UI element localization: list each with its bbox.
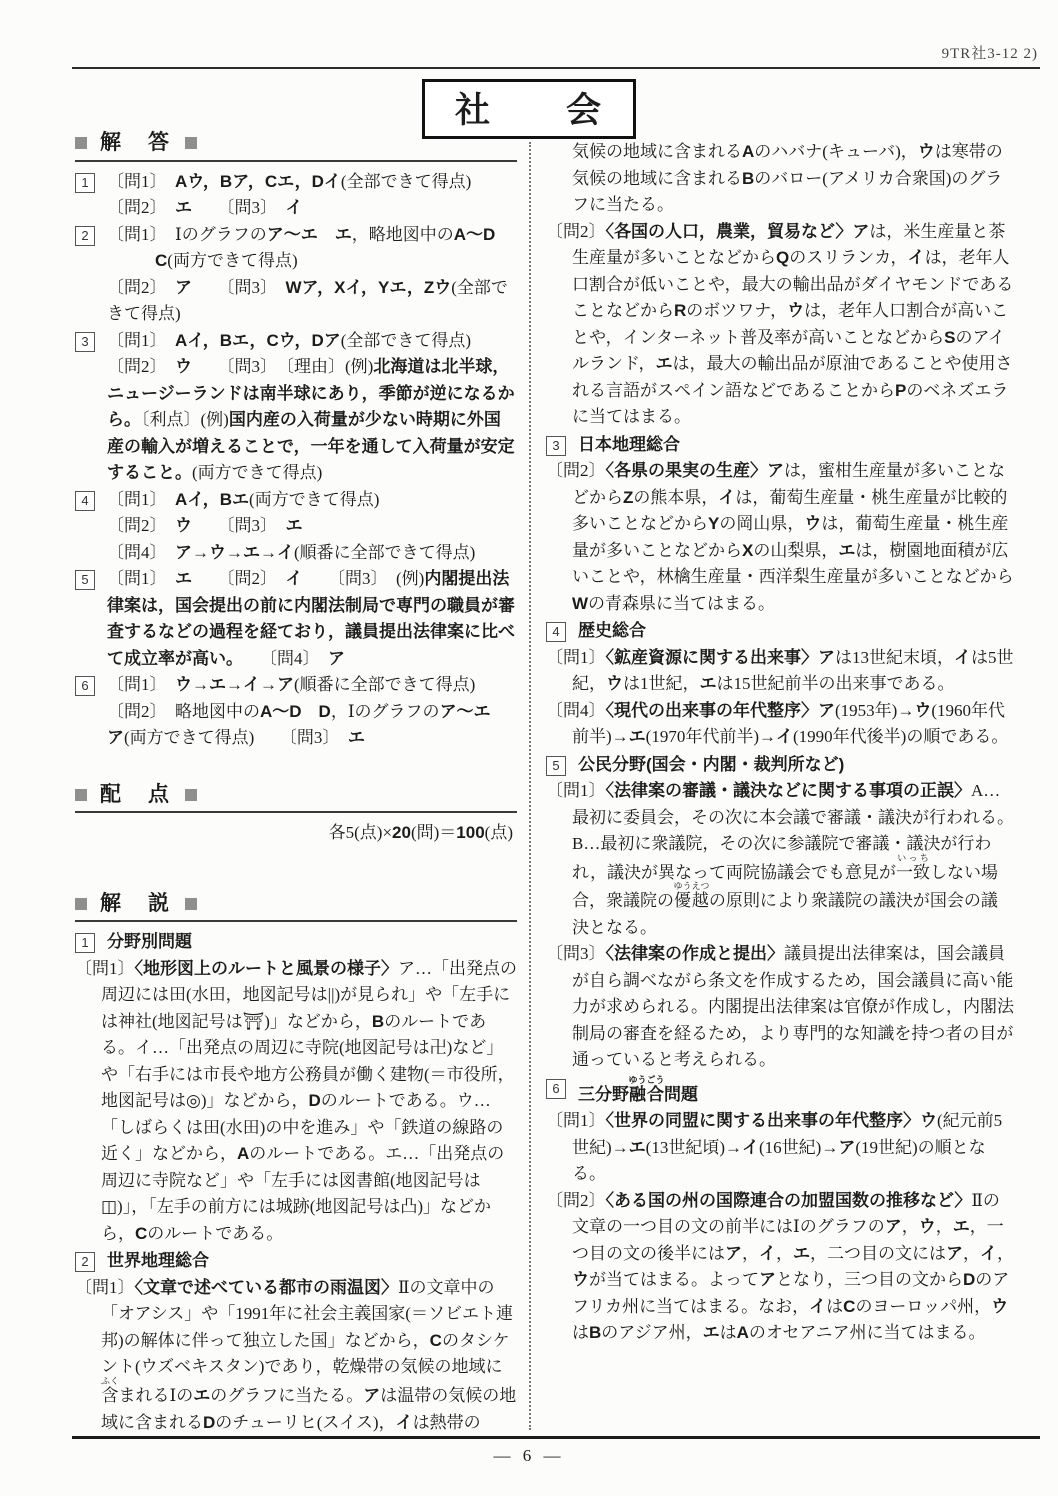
answer-line: 〔問2〕 ウ 〔問3〕 エ: [107, 516, 303, 535]
answer-body: [107, 328, 517, 487]
answer-line: 〔問1〕 Ⅰのグラフのア〜エ エ，略地図中のA〜D: [107, 224, 496, 244]
square-bullet-icon: [185, 898, 197, 910]
explanation-paragraph: 〔問4〕〈現代の出来事の年代整序〉ア(1953年)→ウ(1960年代前半)→エ(1970年代前半)→イ(1990年代後半)の順である。: [546, 700, 1009, 746]
points-section-heading: [75, 782, 517, 814]
explanation-section-4: [546, 618, 1014, 645]
answer-line: 〔問1〕 Aウ，Bア，Cエ，Dイ(全部できて得点): [107, 171, 472, 191]
points-heading-label: 配 点: [100, 782, 172, 806]
answer-line: 〔問2〕 エ 〔問3〕 イ: [107, 198, 303, 217]
answer-line: 〔問1〕 ウ→エ→イ→ア(順番に全部できて得点): [107, 675, 476, 694]
explanation-paragraph-continuation: 気候の地域に含まれるAのハバナ(キューバ)，ウは寒帯の気候の地域に含まれるBのバロー(アメリカ合衆国)のグラフに当たる。: [572, 142, 1003, 214]
answer-body: [107, 222, 517, 328]
footer-rule: [72, 1436, 1040, 1439]
page-title: 社 会: [422, 79, 636, 139]
answer-line: 〔問2〕 ウ 〔問3〕 〔理由〕(例)北海道は北半球，ニュージーランドは南半球にあり，季節が逆になるから。〔利点〕(例)国内産の入荷量が少ない時期に外国産の輸入が増えることで，一年を通して入荷量が安定すること。(両方できて得点): [107, 357, 515, 482]
answer-line: 〔問1〕 Aイ，Bエ，Cウ，Dア(全部できて得点): [107, 330, 472, 350]
square-bullet-icon: [185, 137, 197, 149]
answer-line: C(両方できて得点): [155, 251, 298, 270]
explanation-paragraph: 〔問1〕〈法律案の審議・議決などに関する事項の正誤〉A…最初に委員会，その次に本会議で審議・議決が行われる。B…最初に衆議院，その次に参議院で審議・議決が行われ，議決が異なって両院協議会でも意見が一致いっちしない場合，衆議院の優越ゆうえつの原則により衆議院の議決が国会の議決となる。: [546, 781, 1014, 937]
answer-line: 〔問2〕 ア 〔問3〕 Wア，Xイ，Yエ，Zウ(全部できて得点): [107, 277, 508, 323]
answer-line: 〔問1〕 Aイ，Bエ(両方できて得点): [107, 489, 380, 509]
section-title: 公民分野(国会・内閣・裁判所など): [578, 754, 845, 774]
explanation-section-5: [546, 752, 1014, 779]
doc-code: 9TR社3-12 2): [941, 46, 1038, 62]
section-title: 日本地理総合: [578, 434, 680, 454]
question-number-box: 4: [546, 622, 566, 642]
square-bullet-icon: [75, 898, 87, 910]
page-number: — 6 —: [493, 1446, 565, 1465]
explanation-section-3: [546, 432, 1014, 459]
explanation-section-6: [546, 1075, 1014, 1109]
explanation-section-1: [75, 929, 517, 956]
answer-item-2: [75, 222, 517, 328]
explanation-paragraph: 〔問2〕〈ある国の州の国際連合の加盟国数の推移など〉Ⅱの文章の一つ目の文の前半にはⅠのグラフのア，ウ，エ，一つ目の文の後半にはア，イ，エ，二つ目の文にはア，イ，ウが当てはまる。よってアとなり，三つ目の文からDのアフリカ州に当てはまる。なお，イはCのヨーロッパ州，ウはBのアジア州，エはAのオセアニア州に当てはまる。: [546, 1190, 1014, 1342]
right-column: [546, 139, 1014, 1347]
answer-item-4: [75, 487, 517, 567]
answers-heading-label: 解 答: [100, 131, 172, 154]
answer-item-1: [75, 169, 517, 222]
answer-body: [107, 672, 517, 752]
question-number-box: 6: [75, 676, 95, 696]
explanations-heading-label: 解 説: [100, 891, 172, 915]
question-number-box: 3: [75, 332, 95, 352]
square-bullet-icon: [75, 789, 87, 801]
answer-line: ア(両方できて得点) 〔問3〕 エ: [107, 728, 365, 747]
answer-item-3: [75, 328, 517, 487]
section-title: 分野別問題: [107, 932, 192, 951]
answers-section-heading: [75, 130, 517, 162]
square-bullet-icon: [185, 789, 197, 801]
explanation-paragraph: 〔問1〕〈地形図上のルートと風景の様子〉ア…「出発点の周辺には田(水田，地図記号は||)が見られ」や「左手には神社(地図記号は⛩)」などから，Bのルートである。イ…「出発点の周辺に寺院(地図記号は卍)など」や「右手には市長や地方公務員が働く建物(＝市役所，地図記号は◎)」などから，Dのルートである。ウ…「しばらくは田(水田)の中を進み」や「鉄道の線路の近く」などから，Aのルートである。エ…「出発点の周辺に寺院など」や「左手には図書館(地図記号は◫)」，「左手の前方には城跡(地図記号は凸)」などから，Cのルートである。: [75, 958, 517, 1243]
question-number-box: 5: [546, 756, 566, 776]
question-number-box: 1: [75, 933, 95, 953]
section-title: 世界地理総合: [107, 1251, 209, 1270]
points-formula: 各5(点)×20(問)＝100(点): [328, 823, 513, 842]
answer-body: [107, 169, 517, 222]
answer-item-5: [75, 566, 517, 672]
question-number-box: 4: [75, 491, 95, 511]
section-title: 三分野融合ゆうごう問題: [578, 1074, 699, 1104]
column-divider: [529, 142, 531, 1430]
square-bullet-icon: [75, 137, 87, 149]
answer-line: 〔問1〕 エ 〔問2〕 イ 〔問3〕 (例)内閣提出法律案は，国会提出の前に内閣法制局で専門の職員が審査するなどの過程を経ており，議員提出法律案に比べて成立率が高い。 〔問4〕 ア: [107, 569, 515, 668]
question-number-box: 3: [546, 436, 566, 456]
section-title: 歴史総合: [578, 621, 646, 640]
left-column: [75, 130, 517, 1436]
explanation-section-2: [75, 1248, 517, 1275]
explanation-paragraph: 〔問2〕〈各国の人口，農業，貿易など〉アは，米生産量と茶生産量が多いことなどからQのスリランカ，イは，老年人口割合が低いことや，最大の輸出品がダイヤモンドであることなどからRのボツワナ，ウは，老年人口割合が高いことや，インターネット普及率が高いことなどからSのアイルランド，エは，最大の輸出品が原油であることや使用される言語がスペイン語などであることからPのベネズエラに当てはまる。: [546, 221, 1014, 426]
answer-item-6: [75, 672, 517, 752]
question-number-box: 5: [75, 570, 95, 590]
explanation-paragraph: 〔問3〕〈法律案の作成と提出〉議員提出法律案は，国会議員が自ら調べながら条文を作成するため，国会議員に高い能力が求められる。内閣提出法律案は官僚が作成し，内閣法制局の審査を経るため，より専門的な知識を持つ者の目が通っていると考えられる。: [546, 944, 1014, 1069]
answer-line: 〔問4〕 ア→ウ→エ→イ(順番に全部できて得点): [107, 542, 476, 562]
header-rule: [72, 67, 1040, 69]
question-number-box: 2: [75, 1252, 95, 1272]
answer-line: 〔問2〕 略地図中のA〜D D，Ⅰのグラフのア〜エ: [107, 701, 491, 721]
explanation-paragraph: 〔問1〕〈鉱産資源に関する出来事〉アは13世紀末頃，イは5世紀，ウは1世紀，エは15世紀前半の出来事である。: [546, 647, 1014, 693]
explanation-paragraph: 〔問1〕〈世界の同盟に関する出来事の年代整序〉ウ(紀元前5世紀)→エ(13世紀頃)→イ(16世紀)→ア(19世紀)の順となる。: [546, 1111, 1003, 1183]
question-number-box: 2: [75, 226, 95, 246]
answer-body: [107, 487, 517, 567]
question-number-box: 6: [546, 1079, 566, 1099]
question-number-box: 1: [75, 173, 95, 193]
explanation-paragraph: 〔問1〕〈文章で述べている都市の雨温図〉Ⅱの文章中の「オアシス」や「1991年に社会主義国家(＝ソビエト連邦)の解体に伴って独立した国」などから，Cのタシケント(ウズベキスタン)であり，乾燥帯の気候の地域に含ふくまれるⅠのエのグラフに当たる。アは温帯の気候の地域に含まれるDのチューリヒ(スイス)，イは熱帯の: [75, 1277, 517, 1432]
explanations-section-heading: [75, 891, 517, 923]
explanation-paragraph: 〔問2〕〈各県の果実の生産〉アは，蜜柑生産量が多いことなどからZの熊本県，イは，葡萄生産量・桃生産量が比較的多いことなどからYの岡山県，ウは，葡萄生産量・桃生産量が多いことなどからXの山梨県，エは，樹園地面積が広いことや，林檎生産量・西洋梨生産量が多いことなどからWの青森県に当てはまる。: [546, 461, 1014, 613]
answer-body: [107, 566, 517, 672]
